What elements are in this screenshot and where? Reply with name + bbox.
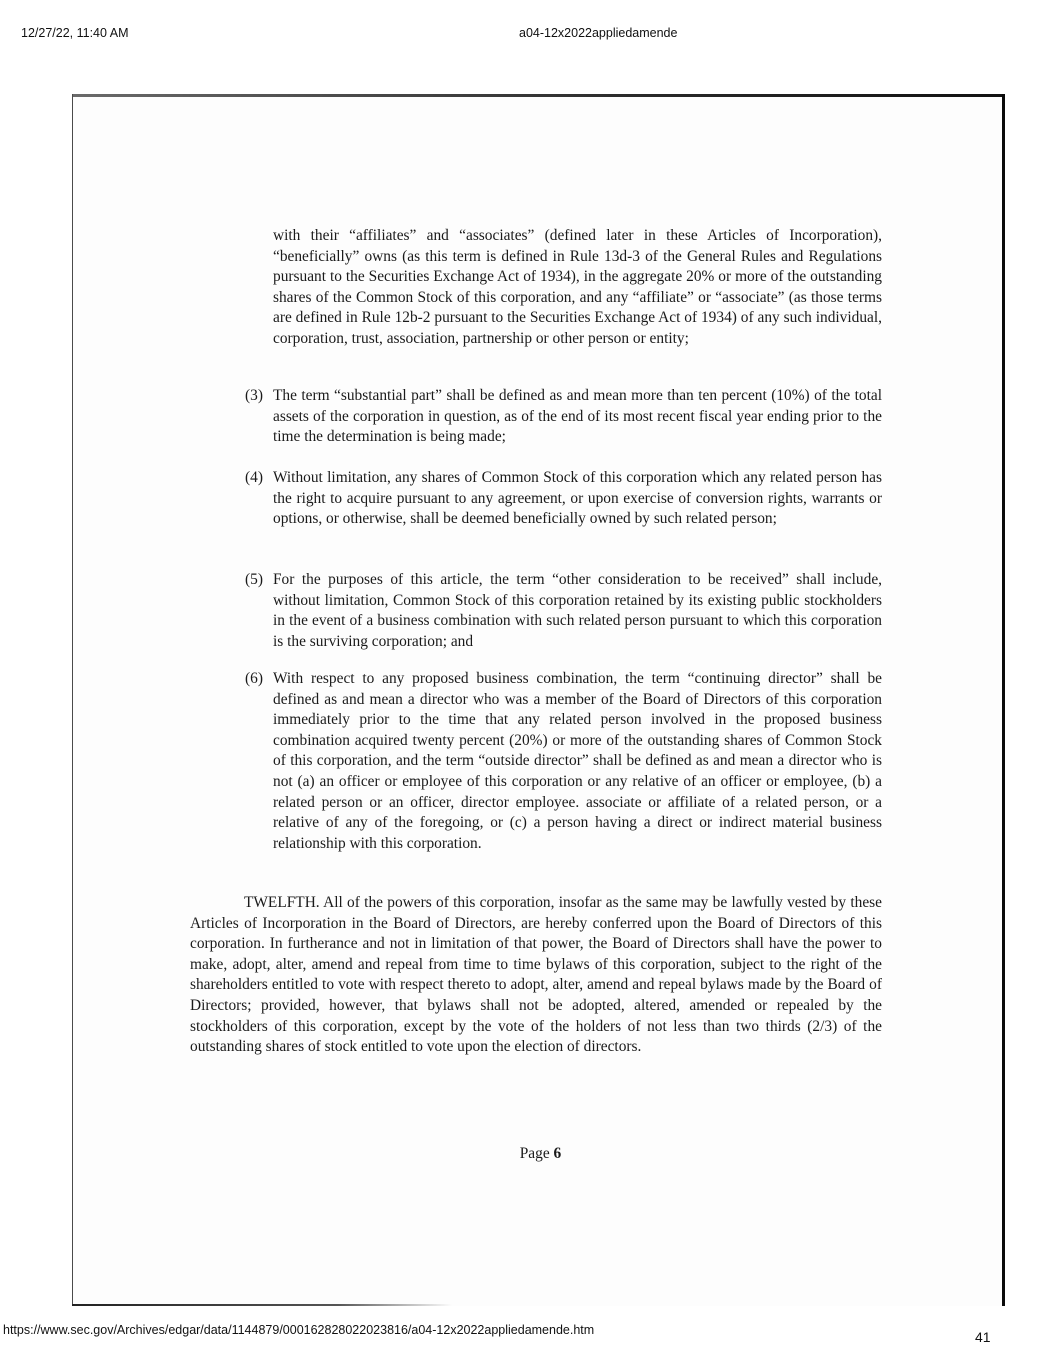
item-number: (4): [245, 469, 263, 486]
continuation-paragraph: with their “affiliates” and “associates” (defined later in these Articles of Incorporation), “beneficially” owns (as this term is defined in Rule 13d-3 of the General Rules and Regulations pursuant to the Securities Exchange Act of 1934), in the aggregate 20% or more of the outstanding shares of the Common Stock of this corporation, and any “affiliate” or “associate” (as those terms are defined in Rule 12b-2 pursuant to the Securities Exchange Act of 1934) of any such individual, corporation, trust, association, partnership or other person or entity;: [273, 227, 882, 347]
definition-item-5: [245, 570, 882, 652]
page-number-value: 6: [553, 1145, 562, 1162]
print-datetime: 12/27/22, 11:40 AM: [21, 26, 129, 40]
item-number: (5): [245, 571, 263, 588]
item-text: Without limitation, any shares of Common Stock of this corporation which any related person has the right to acquire pursuant to any agreement, or upon exercise of conversion rights, warrants or options, or otherwise, shall be deemed beneficially owned by such related person;: [273, 469, 882, 528]
page-border-bottom: [72, 1304, 452, 1306]
definition-item-6: [245, 669, 882, 854]
item-text: With respect to any proposed business combination, the term “continuing director” shall be defined as and mean a director who was a member of the Board of Directors of this corporation immediately prior to the time that any related person involved in the proposed business combination acquired twenty percent (20%) or more of the outstanding shares of Common Stock of this corporation, and the term “outside director” shall be defined as and mean a director who is not (a) an officer or employee of this corporation or any relative of an officer or employee, (b) a related person or an officer, director employee. associate or affiliate of a related person, or a relative of any of the foregoing, or (c) a person having a direct or indirect material business relationship with this corporation.: [273, 670, 882, 852]
print-header: [0, 26, 1055, 42]
page-border-right: [1002, 94, 1005, 1306]
page-label: Page: [519, 1145, 550, 1162]
page-number: [0, 1145, 1055, 1163]
page-border-top: [72, 94, 1005, 97]
item-number: (3): [245, 387, 263, 404]
item-text: The term “substantial part” shall be defined as and mean more than ten percent (10%) of the total assets of the corporation in question, as of the end of its most recent fiscal year ending prior to the time the determination is being made;: [273, 387, 882, 446]
item-text: For the purposes of this article, the term “other consideration to be received” shall include, without limitation, Common Stock of this corporation retained by its existing public stockholders in the event of a business combination with such related person pursuant to which this corporation is the surviving corporation; and: [273, 571, 882, 650]
page-border-left: [72, 94, 73, 1306]
print-sheet-number: 41: [975, 1329, 991, 1345]
item-number: (6): [245, 670, 263, 687]
twelfth-article-paragraph: TWELFTH. All of the powers of this corporation, insofar as the same may be lawfully vested by these Articles of Incorporation in the Board of Directors, are hereby conferred upon the Board of Directors of this corporation. In furtherance and not in limitation of that power, the Board of Directors shall have the power to make, adopt, alter, amend and repeal from time to time bylaws of this corporation, subject to the right of the shareholders entitled to vote with respect thereto to adopt, alter, amend and repeal bylaws made by the Board of Directors; provided, however, that bylaws shall not be adopted, altered, amended or repealed by the stockholders of this corporation, except by the vote of the holders of not less than two thirds (2/3) of the outstanding shares of stock entitled to vote upon the election of directors.: [190, 894, 882, 1056]
definition-item-3: [245, 386, 882, 448]
print-document-title: a04-12x2022appliedamende: [519, 26, 678, 40]
print-url: https://www.sec.gov/Archives/edgar/data/1144879/000162828022023816/a04-12x2022appliedamende.htm: [3, 1323, 595, 1337]
definition-item-4: [245, 468, 882, 530]
